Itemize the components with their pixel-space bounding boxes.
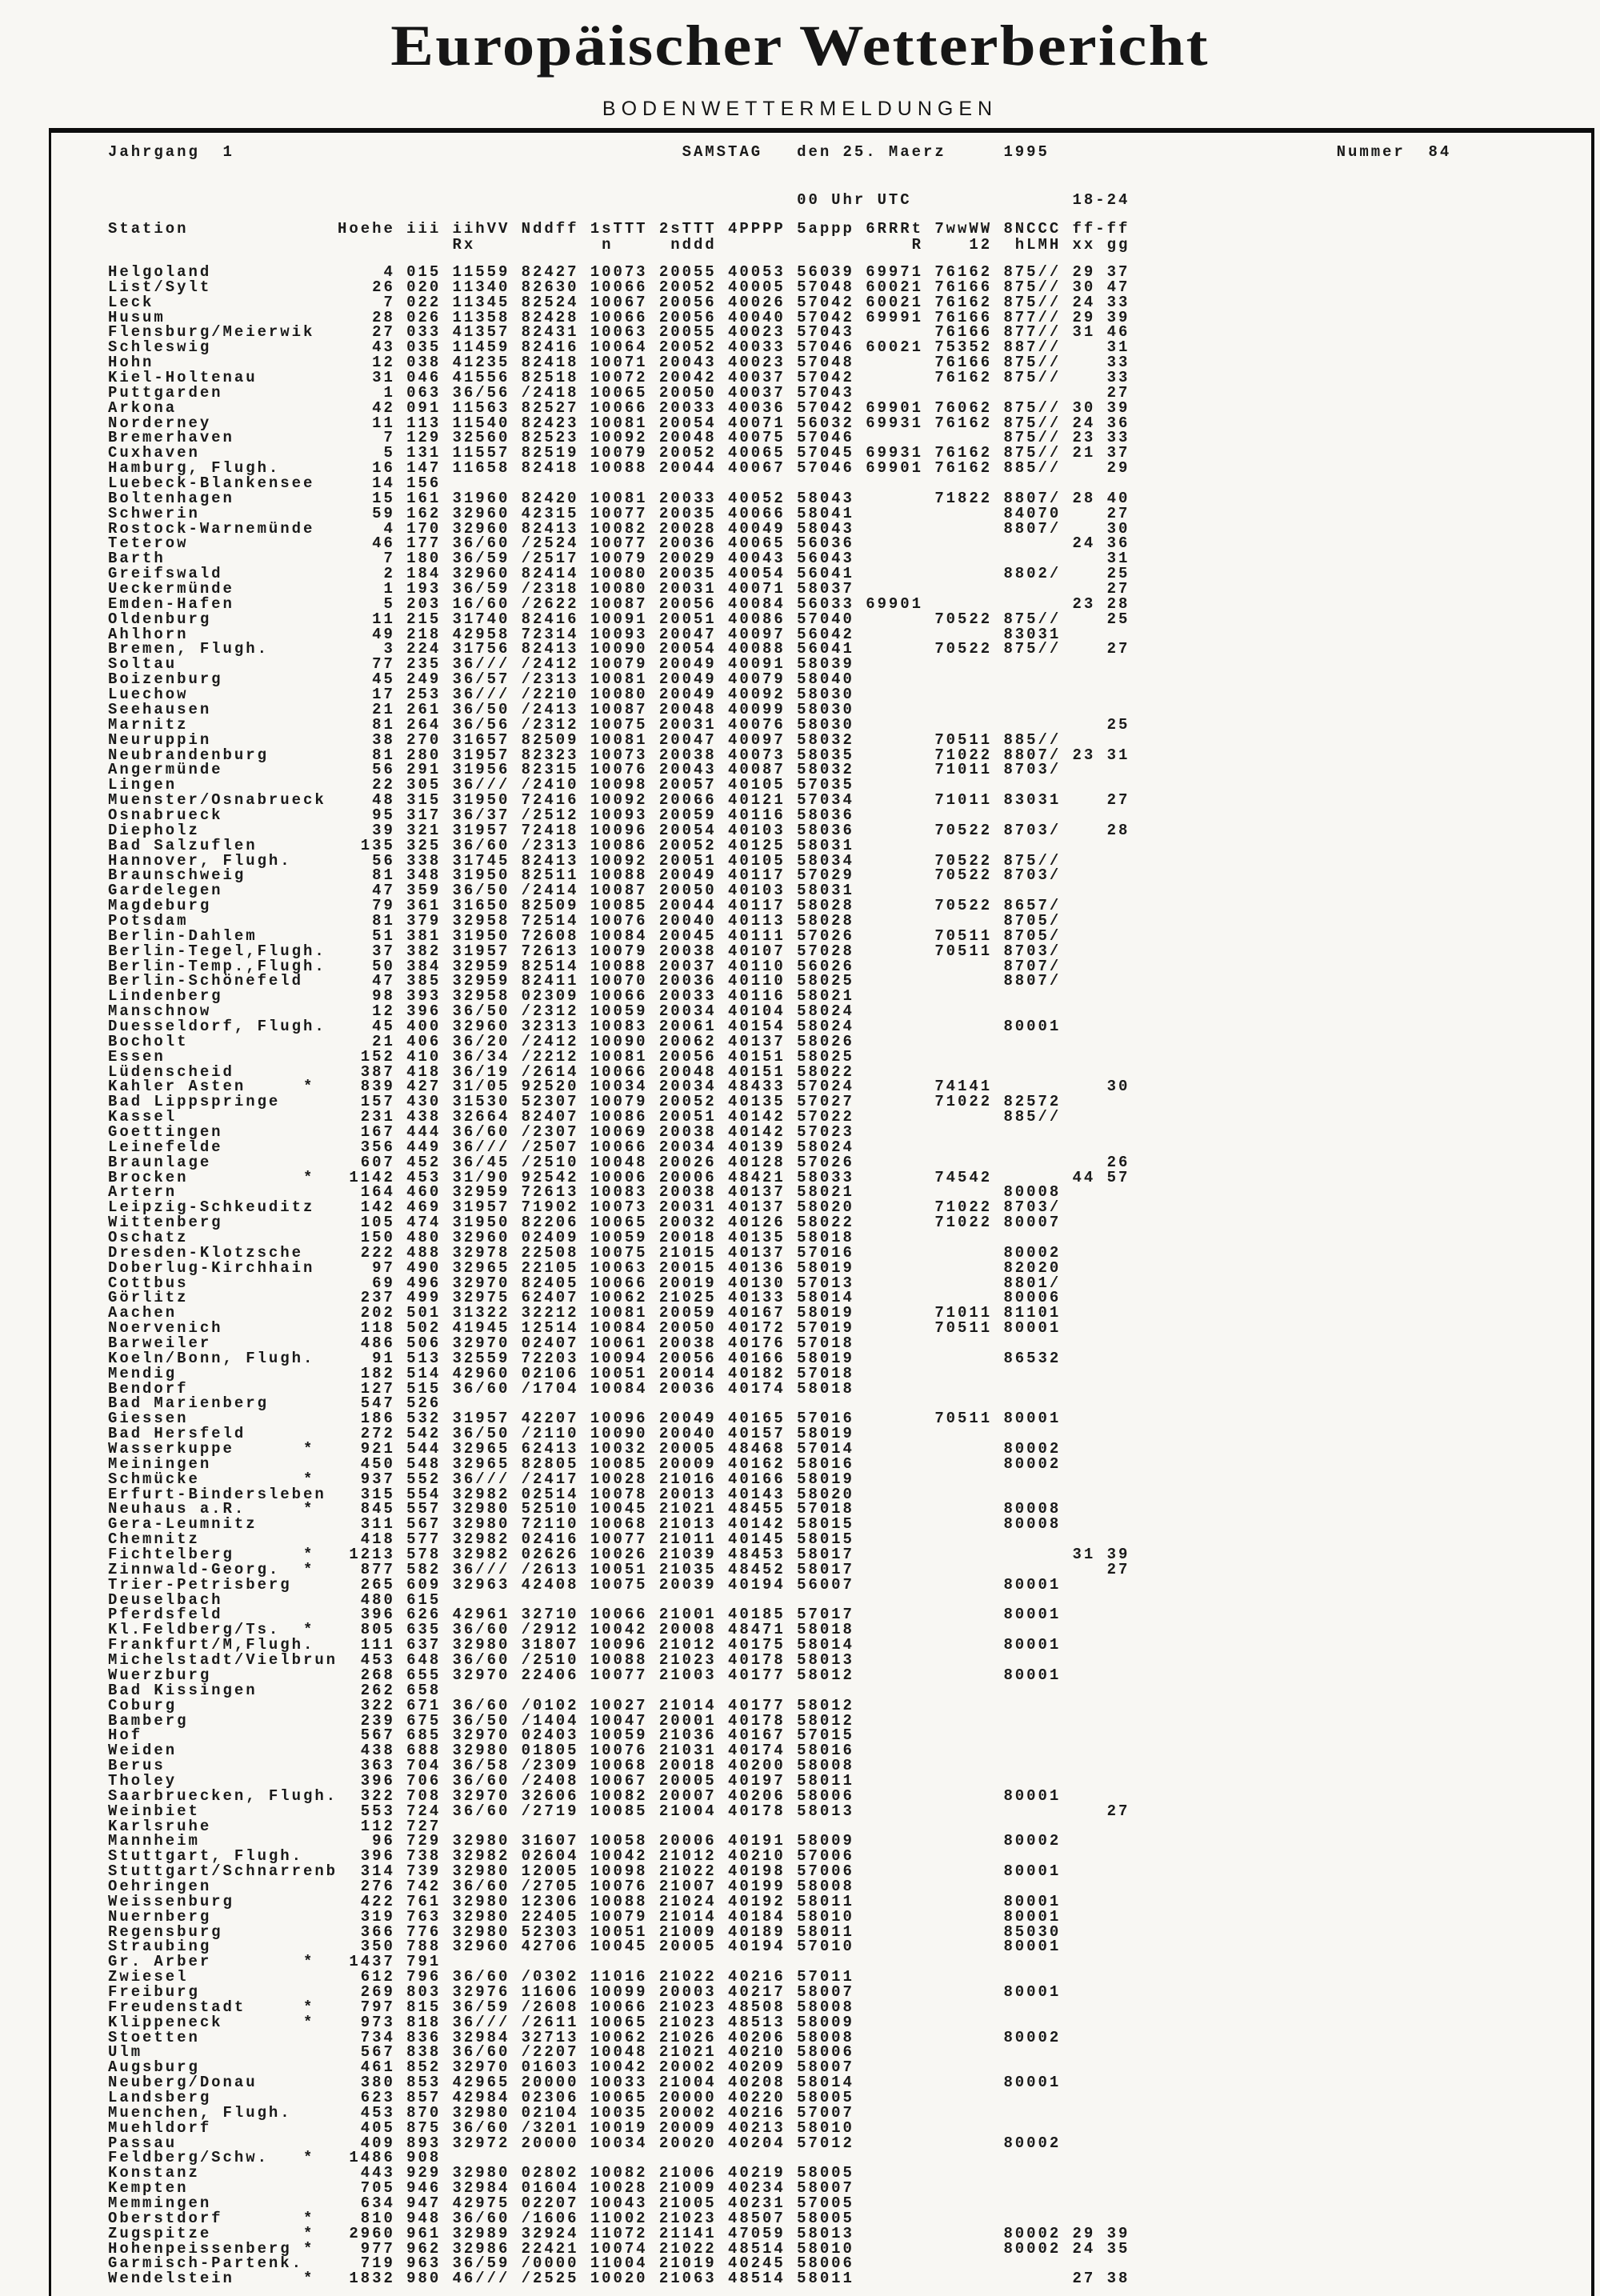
table-row: Erfurt-Bindersleben 315 554 32982 02514 10078 20013 40143 58020	[108, 1485, 1130, 1503]
table-row: Bremen, Flugh. 3 224 31756 82413 10090 20054 40088 56041 70522 875// 27	[108, 640, 1130, 658]
table-row: Muehldorf 405 875 36/60 /3201 10019 20009 40213 58010	[108, 2118, 1130, 2137]
report-subtitle: BODENWETTERMELDUNGEN	[602, 98, 998, 120]
station-table	[108, 265, 1130, 2286]
table-row: Soltau 77 235 36/// /2412 10079 20049 40091 58039	[108, 655, 1130, 674]
table-row: Braunschweig 81 348 31950 82511 10088 20049 40117 57029 70522 8703/	[108, 866, 1130, 885]
table-row: Hof 567 685 32970 02403 10059 21036 40167 57015	[108, 1726, 1130, 1745]
table-row: Braunlage 607 452 36/45 /2510 10048 20026 40128 57026 26	[108, 1153, 1130, 1171]
table-row: Michelstadt/Vielbrun 453 648 36/60 /2510 10088 21023 40178 58013	[108, 1651, 1130, 1670]
table-row: Giessen 186 532 31957 42207 10096 20049 40165 57016 70511 80001	[108, 1410, 1130, 1428]
table-row: Oehringen 276 742 36/60 /2705 10076 21007 40199 58008	[108, 1877, 1130, 1895]
table-row: Trier-Petrisberg 265 609 32963 42408 10075 20039 40194 56007 80001	[108, 1575, 1130, 1594]
table-row: Artern 164 460 32959 72613 10083 20038 40137 58021 80008	[108, 1183, 1130, 1202]
table-row: Oschatz 150 480 32960 02409 10059 20018 40135 58018	[108, 1229, 1130, 1246]
table-row: Norderney 11 113 11540 82423 10081 20054 40071 56032 69931 76162 875// 24 36	[108, 414, 1130, 432]
table-row: Landsberg 623 857 42984 02306 10065 20000 40220 58005	[108, 2088, 1130, 2106]
table-row: Weinbiet 553 724 36/60 /2719 10085 21004 40178 58013 27	[108, 1802, 1130, 1820]
table-row: Doberlug-Kirchhain 97 490 32965 22105 10063 20015 40136 58019 82020	[108, 1258, 1130, 1277]
table-row: Leck 7 022 11345 82524 10067 20056 40026 57042 60021 76162 875// 24 33	[108, 293, 1130, 311]
issue-meta-line: Jahrgang 1 SAMSTAG den 25. Maerz 1995 Nummer 84	[108, 143, 1452, 161]
table-row: Stoetten 734 836 32984 32713 10062 21026 40206 58008 80002	[108, 2028, 1130, 2046]
table-row: Bremerhaven 7 129 32560 82523 10092 20048 40075 57046 875// 23 33	[108, 429, 1130, 447]
table-row: Manschnow 12 396 36/50 /2312 10059 20034 40104 58024	[108, 1002, 1130, 1021]
table-row: Oldenburg 11 215 31740 82416 10091 20051 40086 57040 70522 875// 25	[108, 610, 1130, 628]
table-row: Gera-Leumnitz 311 567 32980 72110 10068 21013 40142 58015 80008	[108, 1515, 1130, 1534]
report-title: Europäischer Wetterbericht	[390, 14, 1210, 78]
table-row: Neubrandenburg 81 280 31957 82323 10073 20038 40073 58035 71022 8807/ 23 31	[108, 746, 1130, 764]
table-row: Mendig 182 514 42960 02106 10051 20014 40182 57018	[108, 1364, 1130, 1382]
table-row: Konstanz 443 929 32980 02802 10082 21006 40219 58005	[108, 2164, 1130, 2182]
table-column-header-line2: Rx n nddd R 12 hLMH xx gg	[108, 236, 1130, 254]
table-row: Schwerin 59 162 32960 42315 10077 20035 40066 58041 84070 27	[108, 504, 1130, 522]
table-row: Wuerzburg 268 655 32970 22406 10077 21003 40177 58012 80001	[108, 1666, 1130, 1684]
table-row: Schmücke * 937 552 36/// /2417 10028 21016 40166 58019	[108, 1470, 1130, 1488]
table-row: Zinnwald-Georg. * 877 582 36/// /2613 10051 21035 48452 58017 27	[108, 1560, 1130, 1578]
table-row: Kl.Feldberg/Ts. * 805 635 36/60 /2912 10042 20008 48471 58018	[108, 1621, 1130, 1639]
table-row: Karlsruhe 112 727	[108, 1817, 1130, 1835]
table-row: Zugspitze * 2960 961 32989 32924 11072 21141 47059 58013 80002 29 39	[108, 2224, 1130, 2242]
table-row: Angermünde 56 291 31956 82315 10076 20043 40087 58032 71011 8703/	[108, 761, 1130, 779]
table-row: Freiburg 269 803 32976 11606 10099 20003 40217 58007 80001	[108, 1982, 1130, 2001]
table-row: Bad Kissingen 262 658	[108, 1681, 1130, 1699]
table-row: Dresden-Klotzsche 222 488 32978 22508 10075 21015 40137 57016 80002	[108, 1243, 1130, 1262]
table-row: Brocken * 1142 453 31/90 92542 10006 20006 48421 58033 74542 44 57	[108, 1168, 1130, 1186]
table-row: Freudenstadt * 797 815 36/59 /2608 10066 21023 48508 58008	[108, 1998, 1130, 2016]
table-row: Lüdenscheid 387 418 36/19 /2614 10066 20048 40151 58022	[108, 1062, 1130, 1081]
table-row: Deuselbach 480 615	[108, 1590, 1130, 1609]
table-row: Augsburg 461 852 32970 01603 10042 20002 40209 58007	[108, 2058, 1130, 2077]
table-row: Goettingen 167 444 36/60 /2307 10069 20038 40142 57023	[108, 1122, 1130, 1141]
table-row: Ahlhorn 49 218 42958 72314 10093 20047 40097 56042 83031	[108, 625, 1130, 643]
table-row: Flensburg/Meierwik 27 033 41357 82431 10063 20055 40023 57043 76166 877// 31 46	[108, 323, 1130, 342]
table-row: Meiningen 450 548 32965 82805 10085 20009 40162 58016 80002	[108, 1454, 1130, 1473]
table-row: Emden-Hafen 5 203 16/60 /2622 10087 20056 40084 56033 69901 23 28	[108, 594, 1130, 613]
table-row: Feldberg/Schw. * 1486 908	[108, 2149, 1130, 2167]
table-row: Bamberg 239 675 36/50 /1404 10047 20001 40178 58012	[108, 1711, 1130, 1730]
table-row: Bad Hersfeld 272 542 36/50 /2110 10090 20040 40157 58019	[108, 1425, 1130, 1443]
table-row: Puttgarden 1 063 36/56 /2418 10065 20050 40037 57043 27	[108, 383, 1130, 402]
table-row: Husum 28 026 11358 82428 10066 20056 40040 57042 69991 76166 877// 29 39	[108, 308, 1130, 326]
table-row: Oberstdorf * 810 948 36/60 /1606 11002 21023 48507 58005	[108, 2209, 1130, 2227]
table-row: Schleswig 43 035 11459 82416 10064 20052 40033 57046 60021 75352 887// 31	[108, 338, 1130, 357]
table-row: Barweiler 486 506 32970 02407 10061 20038 40176 57018	[108, 1334, 1130, 1353]
table-row: Bad Salzuflen 135 325 36/60 /2313 10086 20052 40125 58031	[108, 836, 1130, 854]
table-row: Garmisch-Partenk. 719 963 36/59 /0000 11004 21019 40245 58006	[108, 2254, 1130, 2273]
table-row: Tholey 396 706 36/60 /2408 10067 20005 40197 58011	[108, 1771, 1130, 1790]
table-row: Ulm 567 838 36/60 /2207 10048 21021 40210 58006	[108, 2043, 1130, 2062]
table-row: Luebeck-Blankensee 14 156	[108, 474, 1130, 493]
table-row: Essen 152 410 36/34 /2212 10081 20056 40151 58025	[108, 1047, 1130, 1066]
table-row: Coburg 322 671 36/60 /0102 10027 21014 40177 58012	[108, 1696, 1130, 1714]
table-row: Chemnitz 418 577 32982 02416 10077 21011 40145 58015	[108, 1530, 1130, 1549]
table-row: Straubing 350 788 32960 42706 10045 20005 40194 57010 80001	[108, 1938, 1130, 1956]
table-row: Wittenberg 105 474 31950 82206 10065 20032 40126 58022 71022 80007	[108, 1214, 1130, 1232]
table-row: Magdeburg 79 361 31650 82509 10085 20044 40117 58028 70522 8657/	[108, 897, 1130, 915]
table-row: Kiel-Holtenau 31 046 41556 82518 10072 20042 40037 57042 76162 875// 33	[108, 369, 1130, 387]
table-row: Wendelstein * 1832 980 46/// /2525 10020 21063 48514 58011 27 38	[108, 2270, 1130, 2288]
table-row: Berlin-Temp.,Flugh. 50 384 32959 82514 10088 20037 40110 56026 8707/	[108, 957, 1130, 975]
table-row: Koeln/Bonn, Flugh. 91 513 32559 72203 10094 20056 40166 58019 86532	[108, 1349, 1130, 1367]
table-row: Bad Lippspringe 157 430 31530 52307 10079 20052 40135 57027 71022 82572	[108, 1093, 1130, 1111]
table-row: Saarbruecken, Flugh. 322 708 32970 32606 10082 20007 40206 58006 80001	[108, 1786, 1130, 1805]
table-row: Kempten 705 946 32984 01604 10028 21009 40234 58007	[108, 2179, 1130, 2198]
table-row: Stuttgart/Schnarrenb 314 739 32980 12005 10098 21022 40198 57006 80001	[108, 1862, 1130, 1881]
table-row: Greifswald 2 184 32960 82414 10080 20035 40054 56041 8802/ 25	[108, 565, 1130, 583]
table-row: Muenchen, Flugh. 453 870 32980 02104 10035 20002 40216 57007	[108, 2103, 1130, 2122]
table-row: Nuernberg 319 763 32980 22405 10079 21014 40184 58010 80001	[108, 1907, 1130, 1926]
observation-time-line: 00 Uhr UTC 18-24	[108, 191, 1130, 209]
table-row: Ueckermünde 1 193 36/59 /2318 10080 20031 40071 58037 27	[108, 580, 1130, 598]
table-row: Klippeneck * 973 818 36/// /2611 10065 21023 48513 58009	[108, 2013, 1130, 2031]
table-row: Hamburg, Flugh. 16 147 11658 82418 10088 20044 40067 57046 69901 76162 885// 29	[108, 459, 1130, 478]
table-row: Zwiesel 612 796 36/60 /0302 11016 21022 40216 57011	[108, 1968, 1130, 1986]
table-row: Pferdsfeld 396 626 42961 32710 10066 21001 40185 57017 80001	[108, 1606, 1130, 1624]
table-row: Wasserkuppe * 921 544 32965 62413 10032 20005 48468 57014 80002	[108, 1440, 1130, 1458]
table-row: Boizenburg 45 249 36/57 /2313 10081 20049 40079 58040	[108, 670, 1130, 689]
table-row: Bad Marienberg 547 526	[108, 1394, 1130, 1413]
table-row: Weissenburg 422 761 32980 12306 10088 21024 40192 58011 80001	[108, 1892, 1130, 1910]
table-row: Fichtelberg * 1213 578 32982 02626 10026 21039 48453 58017 31 39	[108, 1546, 1130, 1564]
table-row: Frankfurt/M,Flugh. 111 637 32980 31807 10096 21012 40175 58014 80001	[108, 1636, 1130, 1654]
table-row: Rostock-Warnemünde 4 170 32960 82413 10082 20028 40049 58043 8807/ 30	[108, 519, 1130, 538]
table-row: Diepholz 39 321 31957 72418 10096 20054 40103 58036 70522 8703/ 28	[108, 821, 1130, 839]
table-row: Bocholt 21 406 36/20 /2412 10090 20062 40137 58026	[108, 1032, 1130, 1050]
table-row: Neuberg/Donau 380 853 42965 20000 10033 21004 40208 58014 80001	[108, 2074, 1130, 2092]
table-row: Cottbus 69 496 32970 82405 10066 20019 40130 57013 8801/	[108, 1274, 1130, 1292]
table-row: Potsdam 81 379 32958 72514 10076 20040 40113 58028 8705/	[108, 911, 1130, 930]
table-row: Mannheim 96 729 32980 31607 10058 20006 40191 58009 80002	[108, 1832, 1130, 1850]
table-row: Weiden 438 688 32980 01805 10076 21031 40174 58016	[108, 1742, 1130, 1760]
table-row: Leipzig-Schkeuditz 142 469 31957 71902 10073 20031 40137 58020 71022 8703/	[108, 1198, 1130, 1217]
table-row: Gardelegen 47 359 36/50 /2414 10087 20050 40103 58031	[108, 882, 1130, 900]
table-row: Hannover, Flugh. 56 338 31745 82413 10092 20051 40105 58034 70522 875//	[108, 851, 1130, 870]
table-row: Berlin-Tegel,Flugh. 37 382 31957 72613 10079 20038 40107 57028 70511 8703/	[108, 942, 1130, 960]
table-row: Kahler Asten * 839 427 31/05 92520 10034 20034 48433 57024 74141 30	[108, 1078, 1130, 1096]
table-row: Memmingen 634 947 42975 02207 10043 21005 40231 57005	[108, 2194, 1130, 2212]
table-row: Arkona 42 091 11563 82527 10066 20033 40036 57042 69901 76062 875// 30 39	[108, 398, 1130, 417]
table-row: Marnitz 81 264 36/56 /2312 10075 20031 40076 58030 25	[108, 715, 1130, 734]
table-row: Muenster/Osnabrueck 48 315 31950 72416 10092 20066 40121 57034 71011 83031 27	[108, 791, 1130, 810]
table-row: Barth 7 180 36/59 /2517 10079 20029 40043 56043 31	[108, 550, 1130, 568]
table-row: Cuxhaven 5 131 11557 82519 10079 20052 40065 57045 69931 76162 875// 21 37	[108, 444, 1130, 462]
table-row: Gr. Arber * 1437 791	[108, 1953, 1130, 1971]
table-row: Passau 409 893 32972 20000 10034 20020 40204 57012 80002	[108, 2134, 1130, 2152]
table-row: List/Sylt 26 020 11340 82630 10066 20052 40005 57048 60021 76166 875// 30 47	[108, 278, 1130, 296]
table-column-header-line1: Station Hoehe iii iihVV Nddff 1sTTT 2sTTT 4PPPP 5appp 6RRRt 7wwWW 8NCCC ff-ff	[108, 220, 1130, 238]
table-row: Duesseldorf, Flugh. 45 400 32960 32313 10083 20061 40154 58024 80001	[108, 1017, 1130, 1035]
table-row: Berlin-Schönefeld 47 385 32959 82411 10070 20036 40110 58025 8807/	[108, 972, 1130, 990]
table-row: Boltenhagen 15 161 31960 82420 10081 20033 40052 58043 71822 8807/ 28 40	[108, 489, 1130, 507]
table-row: Berus 363 704 36/58 /2309 10068 20018 40200 58008	[108, 1757, 1130, 1775]
table-row: Görlitz 237 499 32975 62407 10062 21025 40133 58014 80006	[108, 1289, 1130, 1307]
table-row: Hohenpeissenberg * 977 962 32986 22421 10074 21022 48514 58010 80002 24 35	[108, 2239, 1130, 2258]
table-row: Helgoland 4 015 11559 82427 10073 20055 40053 56039 69971 76162 875// 29 37	[108, 263, 1130, 281]
table-row: Seehausen 21 261 36/50 /2413 10087 20048 40099 58030	[108, 700, 1130, 718]
table-row: Berlin-Dahlem 51 381 31950 72608 10084 20045 40111 57026 70511 8705/	[108, 926, 1130, 945]
table-row: Leinefelde 356 449 36/// /2507 10066 20034 40139 58024	[108, 1138, 1130, 1156]
table-row: Stuttgart, Flugh. 396 738 32982 02604 10042 21012 40210 57006	[108, 1847, 1130, 1866]
table-row: Lingen 22 305 36/// /2410 10098 20057 40105 57035	[108, 776, 1130, 794]
table-row: Neuruppin 38 270 31657 82509 10081 20047 40097 58032 70511 885//	[108, 730, 1130, 749]
table-row: Neuhaus a.R. * 845 557 32980 52510 10045 21021 48455 57018 80008	[108, 1500, 1130, 1518]
table-row: Osnabrueck 95 317 36/37 /2512 10093 20059 40116 58036	[108, 806, 1130, 824]
table-row: Teterow 46 177 36/60 /2524 10077 20036 40065 56036 24 36	[108, 534, 1130, 553]
table-row: Luechow 17 253 36/// /2210 10080 20049 40092 58030	[108, 686, 1130, 704]
table-row: Noervenich 118 502 41945 12514 10084 20050 40172 57019 70511 80001	[108, 1319, 1130, 1338]
table-row: Lindenberg 98 393 32958 02309 10066 20033 40116 58021	[108, 987, 1130, 1006]
table-row: Hohn 12 038 41235 82418 10071 20043 40023 57048 76166 875// 33	[108, 354, 1130, 372]
table-row: Kassel 231 438 32664 82407 10086 20051 40142 57022 885//	[108, 1108, 1130, 1126]
table-row: Aachen 202 501 31322 32212 10081 20059 40167 58019 71011 81101	[108, 1304, 1130, 1322]
table-row: Regensburg 366 776 32980 52303 10051 21009 40189 58011 85030	[108, 1922, 1130, 1941]
table-row: Bendorf 127 515 36/60 /1704 10084 20036 40174 58018	[108, 1379, 1130, 1398]
